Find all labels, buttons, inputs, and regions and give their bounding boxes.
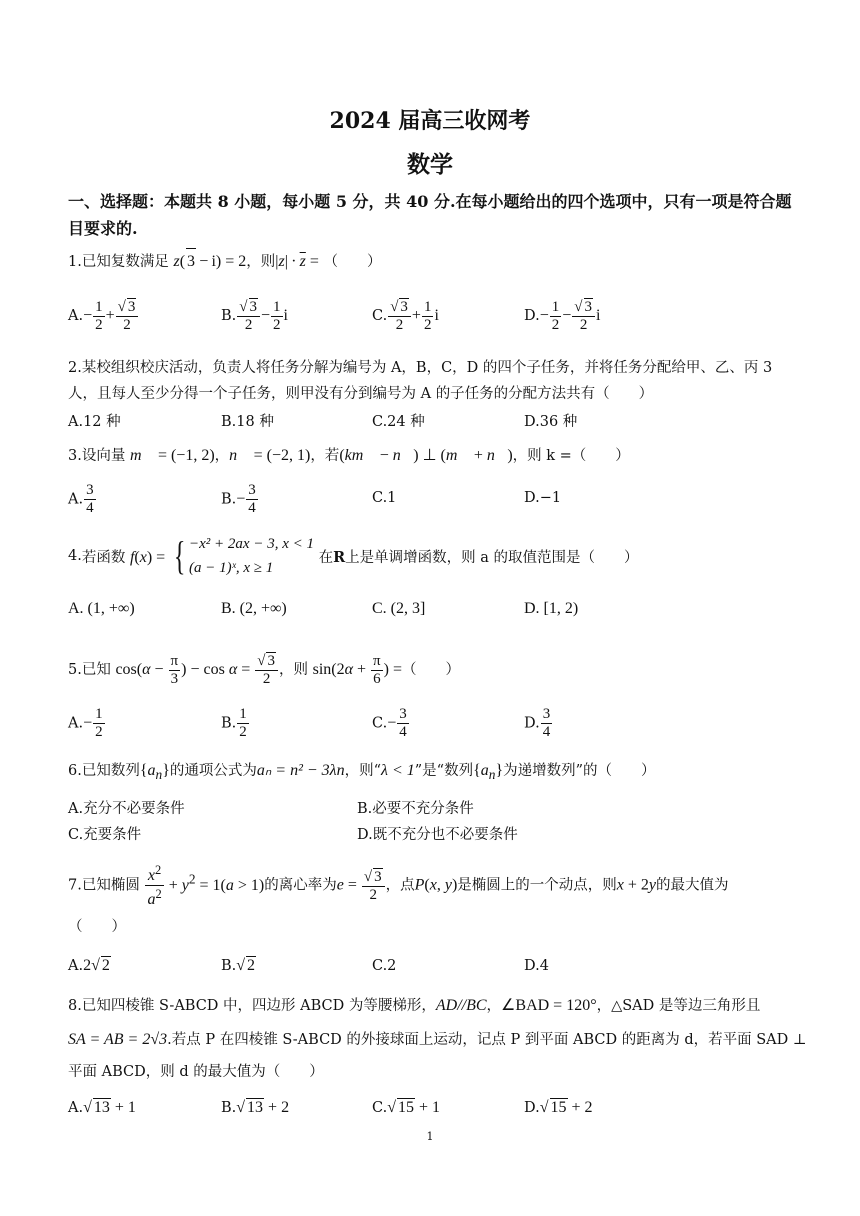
q2-option-d[interactable]: D.36 种 — [524, 414, 578, 430]
q7-option-d[interactable]: D.4 — [524, 958, 549, 974]
question-6: 6.已知数列$\{a_n\}$的通项公式为aₙ = n² − 3λn，则“λ < 1”是“数列$\{a_n\}$为递增数列”的（ ） — [68, 762, 656, 783]
q6-option-c[interactable]: C.充要条件 — [68, 827, 142, 843]
q7-option-b[interactable]: B.√ 2 — [221, 957, 256, 974]
q1-option-a[interactable]: A.− $\frac{1}{2}$ + $\frac{√ 3}{2}$ — [68, 298, 139, 334]
q8-option-b[interactable]: B.√ 13 + 2 — [221, 1099, 290, 1116]
question-8-line1: 8.已知四棱锥 S-ABCD 中，四边形 ABCD 为等腰梯形，AD//BC，∠BAD = 120°，△SAD 是等边三角形且 — [68, 997, 761, 1014]
question-2-line2: 人，且每人至少分得一个子任务，则甲没有分到编号为 A 的子任务的分配方法共有（ ） — [68, 386, 654, 402]
q6-option-b[interactable]: B.必要不充分条件 — [357, 801, 474, 817]
q4-option-a[interactable]: A. (1, +∞) — [68, 600, 135, 617]
exam-title: 2024 届高三收网考 — [329, 108, 531, 134]
q1-option-c[interactable]: C. $\frac{√ 3}{2}$ + $\frac{1}{2}$ i — [372, 298, 439, 333]
question-5: 5.已知 cos(α − $\frac{\pi}{3}$ ) − cos α = $\frac{√ 3}{2}$ ，则 sin(2α + $\frac{\pi}{6}$ ) =（ ） — [68, 652, 460, 687]
q3-option-a[interactable]: A. $\frac{3}{4}$ — [68, 482, 94, 516]
q8-option-a[interactable]: A.√ 13 + 1 — [68, 1099, 136, 1116]
q6-option-a[interactable]: A.充分不必要条件 — [68, 801, 185, 817]
q6-option-d[interactable]: D.既不充分也不必要条件 — [357, 827, 518, 843]
q8-option-d[interactable]: D.√ 15 + 2 — [524, 1099, 593, 1116]
question-8-line3: 平面 ABCD，则 d 的最大值为（ ） — [68, 1064, 324, 1080]
exam-subject: 数学 — [407, 151, 453, 178]
q7-option-c[interactable]: C.2 — [372, 958, 397, 974]
question-1: 1.已知复数满足 z( 3 − i) = 2，则$|z| \cdot \overline{z}$ = （ ） — [68, 248, 798, 275]
q4-option-b[interactable]: B. (2, +∞) — [221, 600, 287, 617]
question-7-line2: （ ） — [68, 919, 126, 935]
q7-option-a[interactable]: A.2√ 2 — [68, 957, 110, 974]
q5-option-d[interactable]: D. $\frac{3}{4}$ — [524, 706, 551, 740]
q4-option-c[interactable]: C. (2, 3] — [372, 600, 426, 617]
q5-option-a[interactable]: A.− $\frac{1}{2}$ — [68, 706, 103, 740]
q1-option-d[interactable]: D.− $\frac{1}{2}$ − $\frac{√ 3}{2}$ i — [524, 298, 601, 333]
question-8-line2: SA = AB = 2√3.若点 P 在四棱锥 S-ABCD 的外接球面上运动，记点 P 到平面 ABCD 的距离为 d，若平面 SAD ⊥ — [68, 1031, 807, 1048]
section-heading: 一、选择题：本题共 8 小题，每小题 5 分，共 40 分.在每小题给出的四个选项中，只有一项是符合题目要求的. — [68, 192, 792, 238]
q3-option-c[interactable]: C.1 — [372, 490, 397, 506]
question-2-line1: 2.某校组织校庆活动，负责人将任务分解为编号为 A，B，C，D 的四个子任务，并将任务分配给甲、乙、丙 3 — [68, 360, 773, 376]
question-4: 4.若函数 f(x) = { −x² + 2ax − 3, x < 1 (a − 1)ˣ, x ≥ 1 在R上是单调增函数，则 a 的取值范围是（ ） — [68, 533, 639, 578]
question-7: 7.已知椭圆 $\frac{x^2}{a^2}$ + $y^2 = 1(a > 1)$的离心率为e = $\frac{√ 3}{2}$ ，点P(x, y)是椭圆上的一个动点，则x + 2y的最大值为 — [68, 863, 729, 908]
q3-option-b[interactable]: B.− $\frac{3}{4}$ — [221, 482, 256, 516]
q4-option-d[interactable]: D. [1, 2) — [524, 600, 579, 617]
question-3: 3.设向量 m⃗ = (−1, 2)，n⃗ = (−2, 1)，若(km⃗ − n⃗) ⊥ (m⃗ + n⃗)，则 k =（ ） — [68, 447, 630, 464]
q5-option-b[interactable]: B. $\frac{1}{2}$ — [221, 706, 247, 740]
q8-option-c[interactable]: C.√ 15 + 1 — [372, 1099, 440, 1116]
q2-option-c[interactable]: C.24 种 — [372, 414, 425, 430]
q2-option-a[interactable]: A.12 种 — [68, 414, 121, 430]
q5-option-c[interactable]: C.− $\frac{3}{4}$ — [372, 706, 407, 740]
q2-option-b[interactable]: B.18 种 — [221, 414, 274, 430]
q3-option-d[interactable]: D.−1 — [524, 490, 562, 506]
page-number: 1 — [426, 1130, 434, 1143]
q1-option-b[interactable]: B. $\frac{√ 3}{2}$ − $\frac{1}{2}$ i — [221, 298, 288, 333]
